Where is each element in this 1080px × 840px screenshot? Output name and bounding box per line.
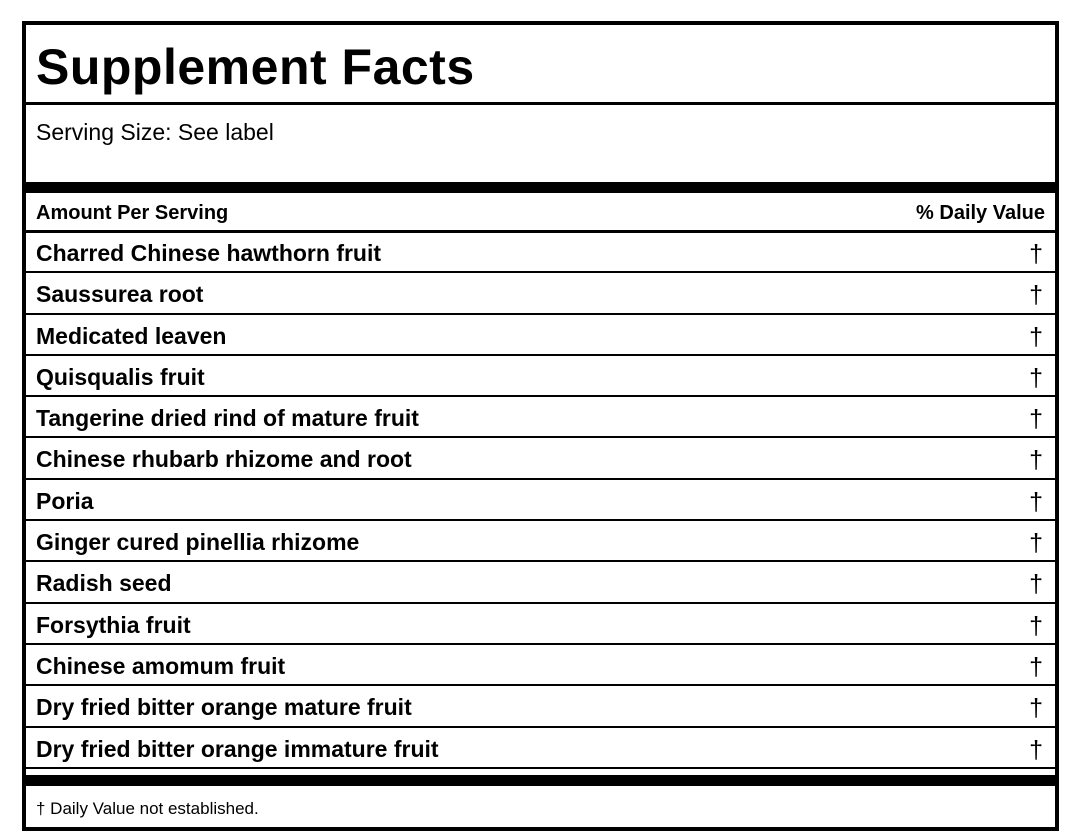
ingredient-row xyxy=(26,645,1055,686)
serving-size: Serving Size: See label xyxy=(36,119,274,145)
ingredient-name: Charred Chinese hawthorn fruit xyxy=(36,240,382,266)
supplement-facts-panel xyxy=(22,21,1059,831)
ingredient-list xyxy=(26,232,1055,769)
ingredient-name: Tangerine dried rind of mature fruit xyxy=(36,405,419,432)
daily-value-mark: † xyxy=(1029,652,1043,681)
ingredient-name: Poria xyxy=(36,487,94,514)
daily-value-mark: † xyxy=(1029,570,1043,599)
ingredient-name: Medicated leaven xyxy=(36,322,227,349)
ingredient-row xyxy=(26,438,1055,479)
daily-value-mark: † xyxy=(1029,446,1043,475)
daily-value-mark: † xyxy=(1029,363,1043,392)
ingredient-row xyxy=(26,232,1055,273)
daily-value-mark: † xyxy=(1029,694,1043,723)
ingredient-name: Quisqualis fruit xyxy=(36,363,205,390)
ingredient-row xyxy=(26,562,1055,603)
daily-value-mark: † xyxy=(1029,240,1043,268)
daily-value-mark: † xyxy=(1029,405,1043,434)
footnote: † Daily Value not established. xyxy=(36,799,259,818)
amount-per-serving-header: Amount Per Serving xyxy=(36,202,229,224)
ingredient-name: Saussurea root xyxy=(36,281,204,308)
daily-value-mark: † xyxy=(1029,735,1043,764)
ingredient-row xyxy=(26,728,1055,769)
ingredient-name: Dry fried bitter orange mature fruit xyxy=(36,694,412,721)
ingredient-name: Forsythia fruit xyxy=(36,611,191,638)
ingredient-row xyxy=(26,521,1055,562)
ingredient-name: Dry fried bitter orange immature fruit xyxy=(36,735,439,762)
thick-divider-top xyxy=(26,182,1055,193)
ingredient-row xyxy=(26,604,1055,645)
ingredient-row xyxy=(26,356,1055,397)
thick-divider-bottom xyxy=(26,775,1055,786)
column-header-row xyxy=(26,193,1055,233)
ingredient-row xyxy=(26,686,1055,727)
daily-value-mark: † xyxy=(1029,281,1043,310)
daily-value-mark: † xyxy=(1029,611,1043,640)
daily-value-header: % Daily Value xyxy=(916,202,1045,224)
ingredient-name: Ginger cured pinellia rhizome xyxy=(36,529,360,556)
daily-value-mark: † xyxy=(1029,322,1043,351)
daily-value-mark: † xyxy=(1029,529,1043,558)
daily-value-mark: † xyxy=(1029,487,1043,516)
title-section xyxy=(26,25,1055,105)
ingredient-name: Chinese rhubarb rhizome and root xyxy=(36,446,412,473)
panel-title: Supplement Facts xyxy=(36,39,475,95)
ingredient-row xyxy=(26,315,1055,356)
ingredient-row xyxy=(26,273,1055,314)
ingredient-row xyxy=(26,480,1055,521)
ingredient-row xyxy=(26,397,1055,438)
ingredient-name: Chinese amomum fruit xyxy=(36,652,286,679)
ingredient-name: Radish seed xyxy=(36,570,172,597)
